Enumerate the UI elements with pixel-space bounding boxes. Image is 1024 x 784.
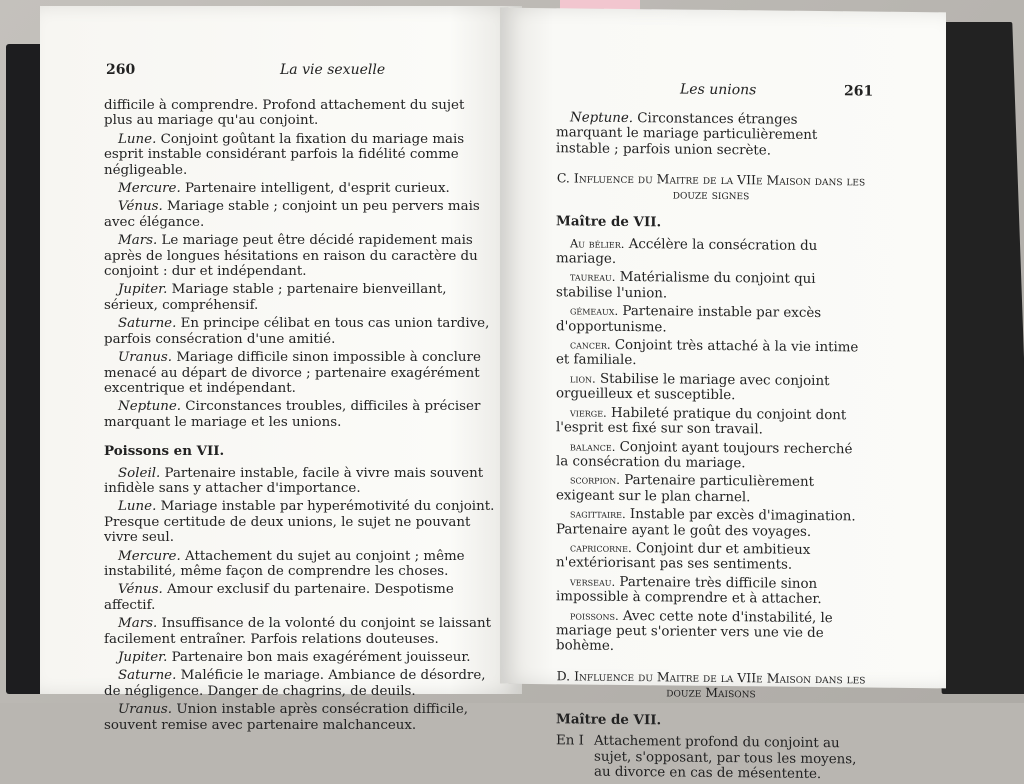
house-label: En I xyxy=(556,733,584,749)
left-text xyxy=(104,98,496,736)
sign-entry: scorpion. Partenaire particulièrement exigeant sur le plan charnel. xyxy=(556,472,814,506)
house-text: Attachement profond du conjoint au sujet, s'opposant, par tous les moyens, au divorce en cas de mésentente. xyxy=(594,733,857,783)
paragraph: Neptune. Circonstances troubles, difficiles à préciser marquant le mariage et les unions. xyxy=(104,399,481,430)
running-title: Les unions xyxy=(680,81,757,99)
paragraph: Mars. Insuffisance de la volonté du conjoint se laissant facilement entraîner. Parfois relations douteuses. xyxy=(104,616,492,647)
page-number: 260 xyxy=(106,62,136,78)
section-title-d: D. Influence du Maitre de la VIIe Maison dans les douze Maisons xyxy=(556,668,866,701)
section-heading: Maître de VII. xyxy=(556,213,662,231)
sign-entry: lion. Stabilise le mariage avec conjoint orgueilleux et susceptible. xyxy=(556,371,830,404)
paragraph: Saturne. En principe célibat en tous cas union tardive, parfois consécration d'une amitié. xyxy=(104,316,490,347)
sign-entry: poissons. Avec cette note d'instabilité, le mariage peut s'orienter vers une vie de bohème. xyxy=(556,607,833,655)
section-heading: Maître de VII. xyxy=(556,711,662,729)
paragraph: Mercure. Attachement du sujet au conjoint ; même instabilité, même façon de comprendre les choses. xyxy=(104,548,465,579)
paragraph: Vénus. Mariage stable ; conjoint un peu pervers mais avec élégance. xyxy=(104,199,480,230)
sign-entry: balance. Conjoint ayant toujours recherché la consécration du mariage. xyxy=(556,438,853,472)
left-page xyxy=(40,6,522,733)
paragraph: Jupiter. Mariage stable ; partenaire bienveillant, sérieux, compréhensif. xyxy=(104,282,447,313)
house-entry xyxy=(556,733,866,782)
paragraph: Neptune. Circonstances étranges marquant le mariage particulièrement instable ; parfois union secrète. xyxy=(556,110,818,159)
right-page-header xyxy=(500,80,946,105)
paragraph: Mars. Le mariage peut être décidé rapidement mais après de longues hésitations en raison du caractère du conjoint : dur et indépendant. xyxy=(104,233,478,280)
right-page xyxy=(500,8,946,783)
paragraph: Uranus. Union instable après consécration difficile, souvent remise avec partenaire malchanceux. xyxy=(104,702,469,733)
paragraph: Soleil. Partenaire instable, facile à vivre mais souvent infidèle sans y attacher d'importance. xyxy=(104,465,484,496)
left-page-header xyxy=(40,62,522,82)
sign-entry: Au bélier. Accélère la consécration du mariage. xyxy=(556,236,818,267)
sign-entry: cancer. Conjoint très attaché à la vie intime et familiale. xyxy=(556,337,859,369)
paragraph: Jupiter. Partenaire bon mais exagérément jouisseur. xyxy=(118,650,471,665)
sign-entry: gémeaux. Partenaire instable par excès d'opportunisme. xyxy=(556,303,822,336)
section-heading: Poissons en VII. xyxy=(104,443,225,460)
paragraph: Saturne. Maléficie le mariage. Ambiance de désordre, de négligence. Danger de chagrins, de deuils. xyxy=(104,668,486,699)
paragraph: Lune. Conjoint goûtant la fixation du mariage mais esprit instable considérant parfois la fidélité comme négligeable. xyxy=(104,131,465,178)
paragraph: difficile à comprendre. Profond attachement du sujet plus au mariage qu'au conjoint. xyxy=(104,98,465,129)
paragraph: Mercure. Partenaire intelligent, d'esprit curieux. xyxy=(118,181,450,197)
sign-entry: taureau. Matérialisme du conjoint qui stabilise l'union. xyxy=(556,269,816,302)
sign-entry: verseau. Partenaire très difficile sinon impossible à comprendre et à attacher. xyxy=(556,574,822,608)
page-number: 261 xyxy=(844,83,874,100)
paragraph: Vénus. Amour exclusif du partenaire. Despotisme affectif. xyxy=(104,582,454,613)
right-text xyxy=(556,110,866,783)
sign-entry: sagittaire. Instable par excès d'imagination. Partenaire ayant le goût des voyages. xyxy=(556,506,856,540)
section-title-c: C. Influence du Maitre de la VIIe Maison dans les douze signes xyxy=(556,170,866,203)
sign-entry: capricorne. Conjoint dur et ambitieux n'extériorisant pas ses sentiments. xyxy=(556,540,811,574)
paragraph: Uranus. Mariage difficile sinon impossible à conclure menacé au départ de divorce ; partenaire exagérément excentrique et indépendant. xyxy=(104,350,481,396)
sign-entry: vierge. Habileté pratique du conjoint dont l'esprit est fixé sur son travail. xyxy=(556,405,847,438)
paragraph: Lune. Mariage instable par hyperémotivité du conjoint. Presque certitude de deux unions, le sujet ne pouvant vivre seul. xyxy=(104,499,495,546)
running-title: La vie sexuelle xyxy=(280,62,386,78)
